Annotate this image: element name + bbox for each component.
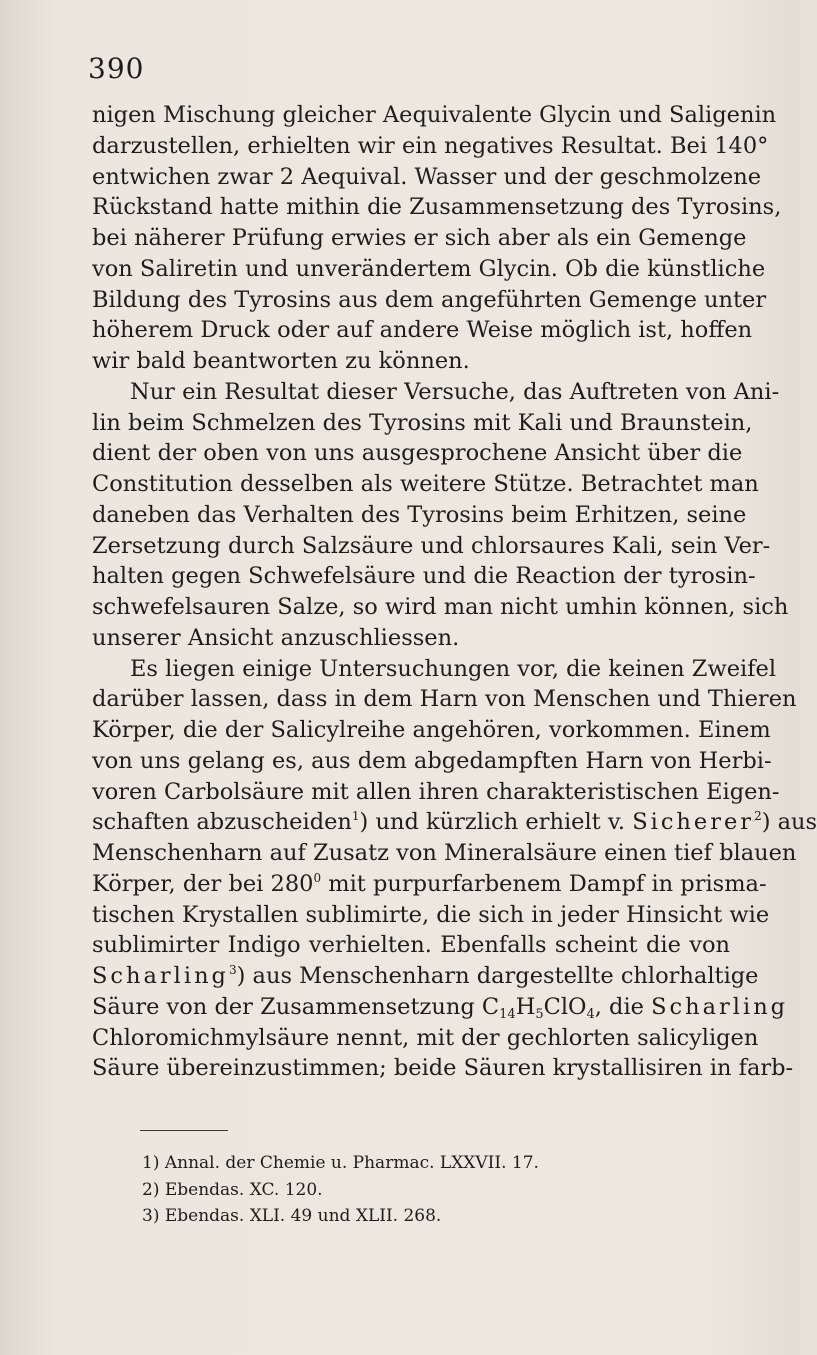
text-line: Constitution desselben als weitere Stütze. Betrachtet man [92, 471, 759, 497]
paragraph-3 [92, 654, 817, 1085]
text-line: bei näherer Prüfung erwies er sich aber als ein Gemenge [92, 225, 747, 251]
text-segment: , die [594, 993, 644, 1020]
text-line: darzustellen, erhielten wir ein negatives Resultat. Bei 140° [92, 132, 769, 159]
chemical-subscript: 14 [499, 1006, 516, 1022]
text-line: sublimirter Indigo verhielten. Ebenfalls scheint die von [92, 932, 730, 959]
text-line: Zersetzung durch Salzsäure und chlorsaures Kali, sein Ver- [92, 532, 771, 559]
author-name: Sicherer [632, 809, 755, 836]
text-line [92, 992, 789, 1023]
text-line [92, 961, 759, 992]
text-segment: ) und kürzlich erhielt v. [359, 809, 626, 836]
text-segment: Säure von der Zusammensetzung C [92, 993, 500, 1020]
text-line: Nur ein Resultat dieser Versuche, das Auftreten von Ani- [130, 378, 780, 405]
text-line: unserer Ansicht anzuschliessen. [92, 624, 460, 651]
text-line: schwefelsauren Salze, so wird man nicht umhin können, sich [92, 594, 789, 620]
text-line: höherem Druck oder auf andere Weise möglich ist, hoffen [92, 317, 753, 344]
chemical-subscript: 5 [535, 1006, 544, 1022]
text-line: entwichen zwar 2 Aequival. Wasser und der geschmolzene [92, 163, 762, 190]
text-line: von uns gelang es, aus dem abgedampften Harn von Herbi- [92, 747, 772, 774]
footnote-1: 1) Annal. der Chemie u. Pharmac. LXXVII. 17. [142, 1153, 539, 1173]
author-name: Scharling [651, 993, 789, 1020]
body-text [92, 100, 817, 1084]
text-line: lin beim Schmelzen des Tyrosins mit Kali und Braunstein, [92, 409, 753, 436]
text-line: nigen Mischung gleicher Aequivalente Glycin und Saligenin [92, 102, 777, 128]
chemical-subscript: 4 [586, 1006, 595, 1022]
text-segment: H [515, 993, 536, 1020]
footnote-marker[interactable]: 2 [754, 809, 762, 824]
text-line: Es liegen einige Untersuchungen vor, die keinen Zweifel [130, 655, 777, 682]
text-line: von Saliretin und unverändertem Glycin. Ob die künstliche [92, 255, 766, 282]
footnote-divider [140, 1130, 228, 1131]
text-segment: mit purpurfarbenem Dampf in prisma- [321, 870, 767, 897]
text-line: Bildung des Tyrosins aus dem angeführten Gemenge unter [92, 286, 767, 313]
text-line: daneben das Verhalten des Tyrosins beim Erhitzen, seine [92, 501, 747, 528]
paragraph-1 [92, 100, 782, 377]
text-line [92, 869, 767, 900]
text-line: Rückstand hatte mithin die Zusammensetzung des Tyrosins, [92, 194, 782, 221]
footnote-2: 2) Ebendas. XC. 120. [142, 1179, 323, 1200]
footnote-marker[interactable]: 3 [228, 963, 237, 977]
text-line: Säure übereinzustimmen; beide Säuren krystallisiren in farb- [92, 1055, 794, 1082]
text-segment: ) aus [761, 809, 817, 836]
text-line [92, 807, 817, 838]
text-segment: Körper, der bei 280 [92, 870, 314, 897]
text-line: wir bald beantworten zu können. [92, 348, 470, 374]
text-line: Chloromichmylsäure nennt, mit der gechlorten salicyligen [92, 1024, 759, 1051]
degree-sign: 0 [313, 870, 322, 885]
text-segment: schaften abzuscheiden [92, 809, 352, 836]
paragraph-2 [92, 377, 789, 654]
text-line: voren Carbolsäure mit allen ihren charakteristischen Eigen- [92, 778, 780, 805]
author-name: Scharling [92, 963, 229, 989]
page-number: 390 [88, 52, 145, 85]
footnote-3: 3) Ebendas. XLI. 49 und XLII. 268. [142, 1206, 442, 1226]
text-segment: ) aus Menschenharn dargestellte chlorhaltige [236, 963, 759, 989]
text-line: dient der oben von uns ausgesprochene Ansicht über die [92, 440, 743, 467]
footnotes [142, 1150, 539, 1230]
footnote-marker[interactable]: 1 [351, 809, 360, 824]
text-line: darüber lassen, dass in dem Harn von Menschen und Thieren [92, 686, 797, 713]
text-line: halten gegen Schwefelsäure und die Reaction der tyrosin- [92, 563, 756, 590]
text-line: tischen Krystallen sublimirte, die sich in jeder Hinsicht wie [92, 901, 770, 928]
text-line: Körper, die der Salicylreihe angehören, vorkommen. Einem [92, 717, 771, 743]
text-segment: ClO [543, 993, 587, 1020]
text-line: Menschenharn auf Zusatz von Mineralsäure einen tief blauen [92, 840, 797, 866]
